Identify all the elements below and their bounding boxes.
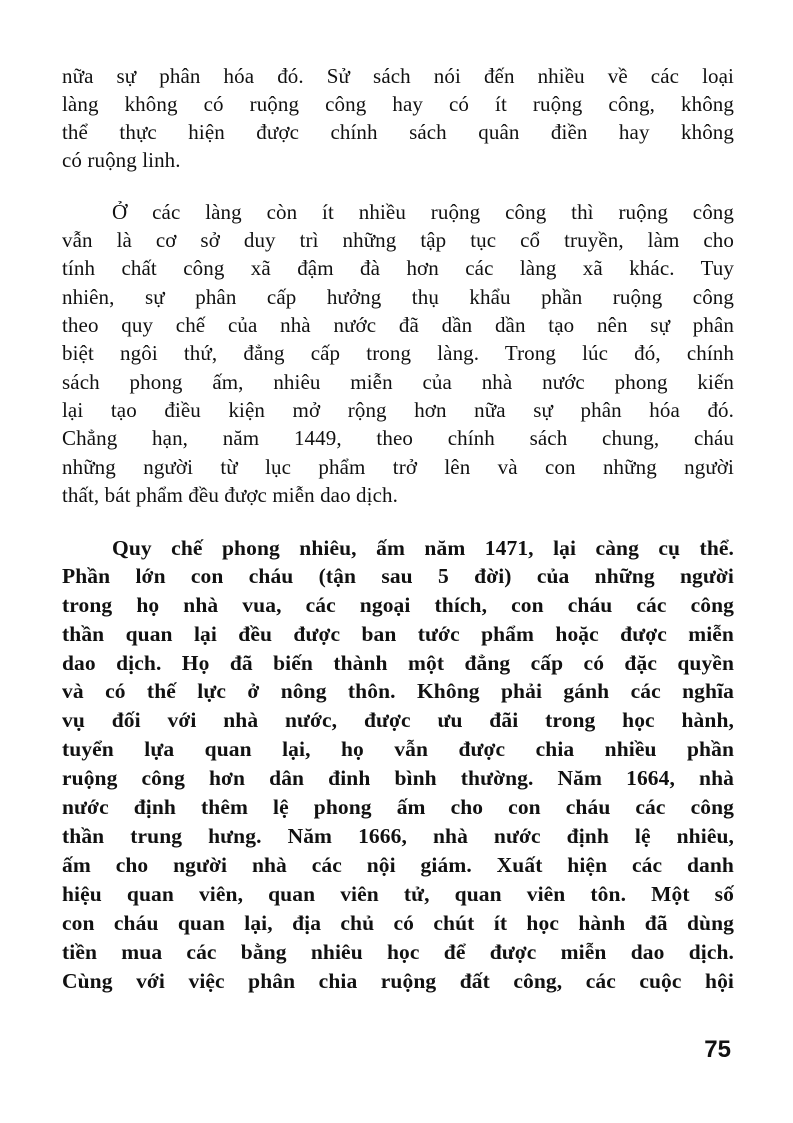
text-line: biệt ngôi thứ, đẳng cấp trong làng. Trong lúc đó, chính xyxy=(62,341,734,365)
text-line: có ruộng linh. xyxy=(62,148,181,172)
text-line: những người từ lục phẩm trở lên và con những người xyxy=(62,455,734,479)
text-line: lại tạo điều kiện mở rộng hơn nữa sự phân hóa đó. xyxy=(62,398,734,422)
text-line: ruộng công hơn dân đinh bình thường. Năm 1664, nhà xyxy=(62,766,734,790)
text-line: hiệu quan viên, quan viên tử, quan viên tôn. Một số xyxy=(62,882,734,906)
text-line: tuyển lựa quan lại, họ vẫn được chia nhiều phần xyxy=(62,737,734,761)
text-line: trong họ nhà vua, các ngoại thích, con cháu các công xyxy=(62,593,734,617)
text-line: Quy chế phong nhiêu, ấm năm 1471, lại càng cụ thể. xyxy=(112,536,734,560)
text-line: theo quy chế của nhà nước đã dần dần tạo nên sự phân xyxy=(62,313,734,337)
text-line: nhiên, sự phân cấp hưởng thụ khẩu phần ruộng công xyxy=(62,285,734,309)
text-line: nữa sự phân hóa đó. Sử sách nói đến nhiều về các loại xyxy=(62,64,734,88)
text-line: thất, bát phẩm đều được miễn dao dịch. xyxy=(62,483,398,507)
text-line: con cháu quan lại, địa chủ có chút ít học hành đã dùng xyxy=(62,911,734,935)
text-line: thể thực hiện được chính sách quân điền hay không xyxy=(62,120,734,144)
text-line: nước định thêm lệ phong ấm cho con cháu các công xyxy=(62,795,734,819)
text-line: ấm cho người nhà các nội giám. Xuất hiện các danh xyxy=(62,853,734,877)
text-line: sách phong ấm, nhiêu miễn của nhà nước phong kiến xyxy=(62,370,734,394)
text-line: tiền mua các bằng nhiêu học để được miễn dao dịch. xyxy=(62,940,734,964)
text-line: Ở các làng còn ít nhiều ruộng công thì ruộng công xyxy=(112,200,734,224)
text-line: Phần lớn con cháu (tận sau 5 đời) của những người xyxy=(62,564,734,588)
text-line: và có thế lực ở nông thôn. Không phải gánh các nghĩa xyxy=(62,679,734,703)
page-number: 75 xyxy=(704,1036,731,1063)
text-line: Cùng với việc phân chia ruộng đất công, các cuộc hội xyxy=(62,969,734,993)
text-line: làng không có ruộng công hay có ít ruộng công, không xyxy=(62,92,734,116)
text-line: Chẳng hạn, năm 1449, theo chính sách chung, cháu xyxy=(62,426,734,450)
text-line: tính chất công xã đậm đà hơn các làng xã khác. Tuy xyxy=(62,256,734,280)
text-line: dao dịch. Họ đã biến thành một đẳng cấp có đặc quyền xyxy=(62,651,734,675)
text-line: vụ đối với nhà nước, được ưu đãi trong học hành, xyxy=(62,708,734,732)
text-line: thần quan lại đều được ban tước phẩm hoặc được miễn xyxy=(62,622,734,646)
text-line: thần trung hưng. Năm 1666, nhà nước định lệ nhiêu, xyxy=(62,824,734,848)
text-line: vẫn là cơ sở duy trì những tập tục cổ truyền, làm cho xyxy=(62,228,734,252)
